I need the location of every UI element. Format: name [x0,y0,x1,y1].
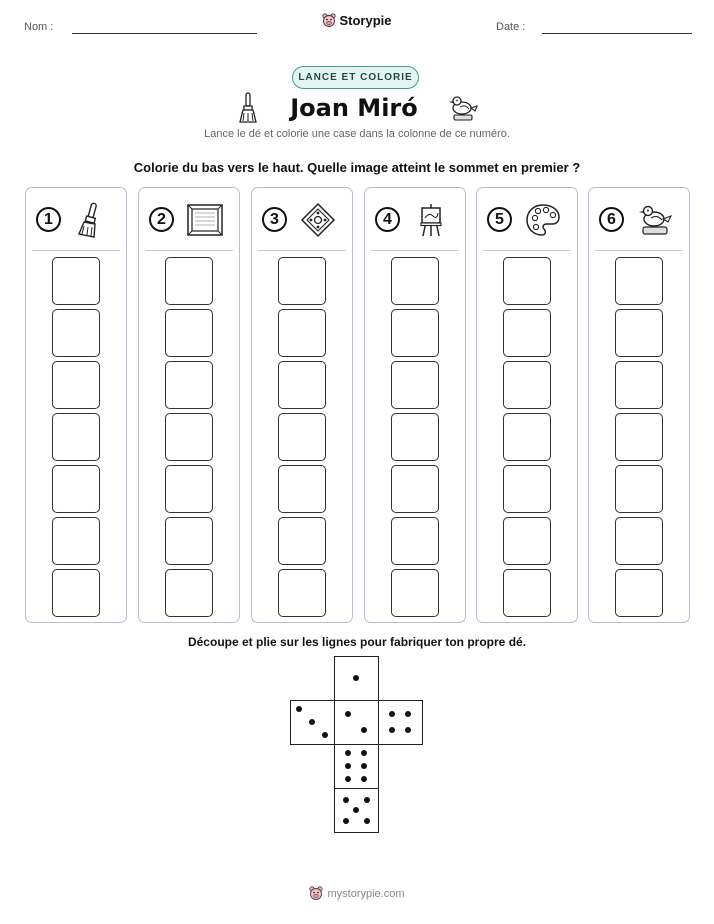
column-header [365,188,465,250]
instruction: Colorie du bas vers le haut. Quelle image atteint le sommet en premier ? [133,160,581,175]
paintbrush-icon [74,202,110,238]
die-pip [364,818,370,824]
column-header [589,188,689,250]
color-cell[interactable] [165,569,213,617]
color-cell[interactable] [278,569,326,617]
color-cell[interactable] [615,257,663,305]
pig-mascot-icon [322,13,336,28]
color-cell[interactable] [503,257,551,305]
name-line [72,33,257,34]
color-cell[interactable] [278,309,326,357]
color-cell[interactable] [278,361,326,409]
die-pip [405,727,411,733]
die-pip [296,706,302,712]
color-cell[interactable] [52,569,100,617]
column-number: 5 [487,207,512,232]
color-cell[interactable] [52,257,100,305]
footer [0,886,714,901]
die-pip [343,818,349,824]
color-cell[interactable] [391,413,439,461]
date-line [542,33,692,34]
dice-column-2 [138,187,240,623]
color-cell[interactable] [615,413,663,461]
bird-icon [637,202,673,238]
color-cell[interactable] [278,257,326,305]
color-cell[interactable] [615,569,663,617]
column-divider [371,250,459,251]
column-divider [32,250,120,251]
brand-name: Storypie [339,13,392,28]
column-divider [595,250,683,251]
die-face-6 [334,744,379,789]
column-number: 2 [149,207,174,232]
die-pip [345,750,351,756]
pig-mascot-icon [309,886,323,901]
color-cell[interactable] [52,361,100,409]
die-pip [361,776,367,782]
tile-icon [300,202,336,238]
die-pip [361,727,367,733]
die-pip [353,675,359,681]
column-divider [483,250,571,251]
color-cell[interactable] [391,257,439,305]
color-cell[interactable] [165,257,213,305]
column-number: 3 [262,207,287,232]
die-pip [353,807,359,813]
die-pip [389,727,395,733]
dice-column-3 [251,187,353,623]
column-number: 4 [375,207,400,232]
easel-icon [413,202,449,238]
dice-column-5 [476,187,578,623]
color-cell[interactable] [503,413,551,461]
color-cell[interactable] [52,517,100,565]
color-cell[interactable] [391,465,439,513]
column-divider [145,250,233,251]
die-pip [345,763,351,769]
dice-column-4 [364,187,466,623]
die-face-2 [334,700,379,745]
color-cell[interactable] [391,517,439,565]
color-cell[interactable] [391,569,439,617]
die-pip [364,797,370,803]
die-pip [345,776,351,782]
date-label: Date : [496,21,526,33]
bird-icon [448,94,478,122]
color-cell[interactable] [391,309,439,357]
dice-column-6 [588,187,690,623]
page-title: Joan Miró [290,94,418,122]
cut-instruction: Découpe et plie sur les lignes pour fabriquer ton propre dé. [187,635,527,649]
column-header [477,188,577,250]
color-cell[interactable] [615,361,663,409]
column-header [26,188,126,250]
color-cell[interactable] [391,361,439,409]
color-cell[interactable] [165,361,213,409]
die-pip [309,719,315,725]
column-header [252,188,352,250]
die-face-1 [334,656,379,701]
color-cell[interactable] [615,309,663,357]
color-cell[interactable] [278,465,326,513]
column-divider [258,250,346,251]
die-pip [389,711,395,717]
color-cell[interactable] [503,361,551,409]
color-cell[interactable] [278,517,326,565]
activity-badge: LANCE ET COLORIE [292,66,419,89]
color-cell[interactable] [52,309,100,357]
die-face-4 [378,700,423,745]
color-cell[interactable] [52,413,100,461]
color-cell[interactable] [52,465,100,513]
die-face-3 [290,700,335,745]
color-cell[interactable] [165,413,213,461]
subtitle: Lance le dé et colorie une case dans la colonne de ce numéro. [204,128,510,140]
paintbrush-icon [236,92,260,124]
color-cell[interactable] [615,465,663,513]
name-label: Nom : [24,21,54,33]
die-pip [405,711,411,717]
column-number: 6 [599,207,624,232]
column-header [139,188,239,250]
color-cell[interactable] [278,413,326,461]
die-pip [361,763,367,769]
color-cell[interactable] [165,465,213,513]
die-pip [343,797,349,803]
color-cell[interactable] [503,309,551,357]
column-number: 1 [36,207,61,232]
brand-logo [0,13,714,28]
footer-url: mystorypie.com [327,887,405,900]
color-cell[interactable] [503,465,551,513]
palette-icon [525,202,561,238]
color-cell[interactable] [503,569,551,617]
color-cell[interactable] [165,309,213,357]
color-cell[interactable] [615,517,663,565]
color-cell[interactable] [165,517,213,565]
color-cell[interactable] [503,517,551,565]
die-face-5 [334,788,379,833]
framed-canvas-icon [187,202,223,238]
dice-column-1 [25,187,127,623]
die-pip [345,711,351,717]
die-pip [322,732,328,738]
die-pip [361,750,367,756]
